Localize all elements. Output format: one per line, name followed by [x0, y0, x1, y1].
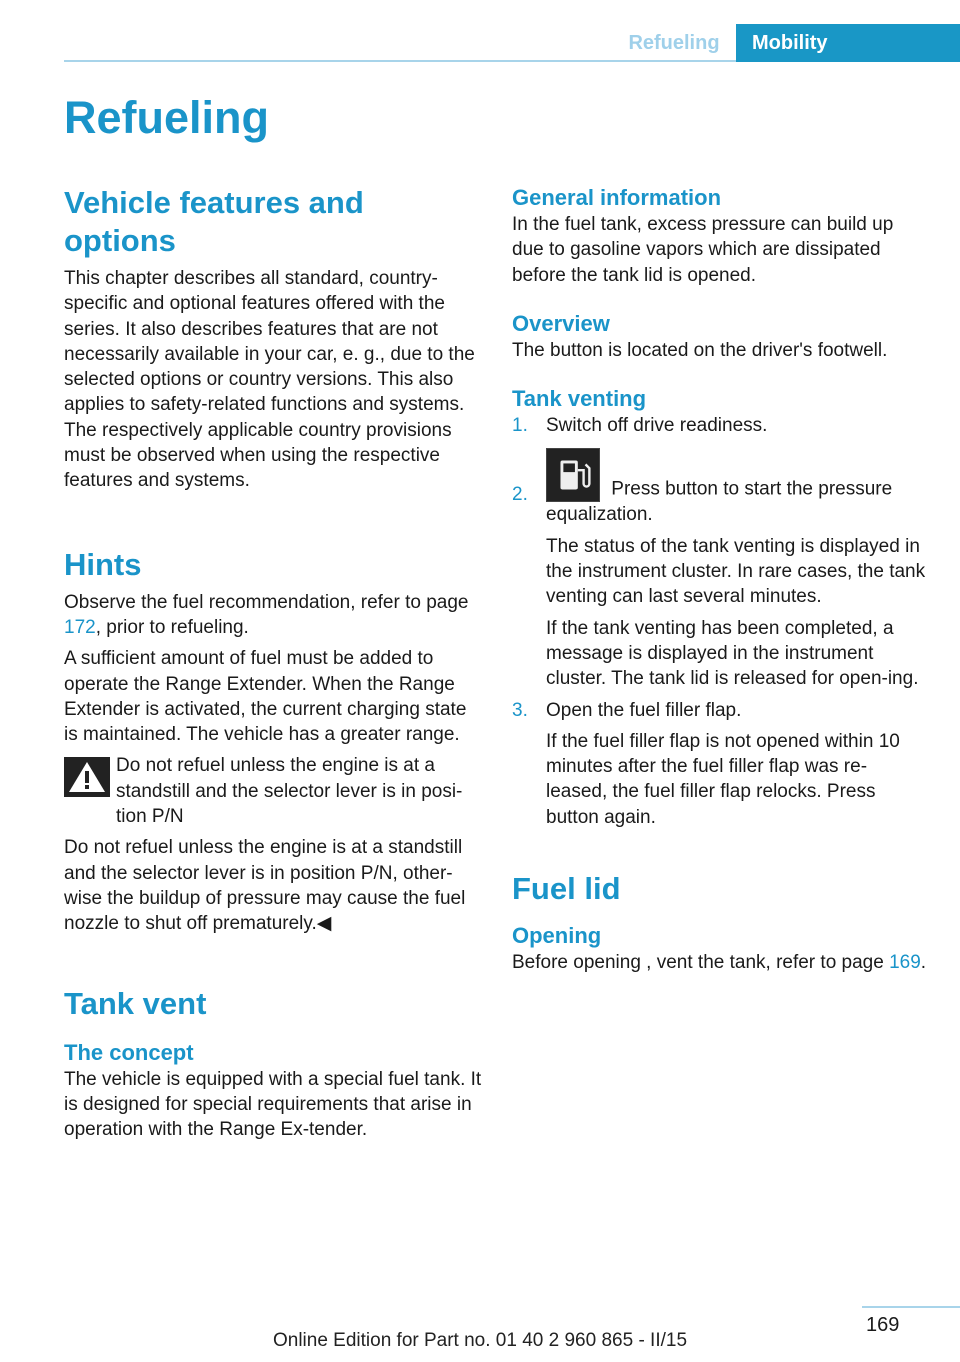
page-link-169[interactable]: 169 [889, 952, 921, 974]
step-2: 2. Press button to start the pressure equalization. The status of the tank venting is displayed in the instrument cluster. In rare cases, the tank venting can last several minutes. If the tank venting has been completed, a message is displayed in the instrument cluster. The tank lid is released for open‐ing. [512, 448, 927, 691]
tank-venting-steps [512, 413, 927, 830]
tank-venting-heading: Tank venting [512, 386, 647, 412]
warning-text: Do not refuel unless the engine is at a standstill and the selector lever is in position P/N, other‐wise the buildup of pressure may cause the fuel nozzle to shut off prematurely.◀ [64, 837, 466, 935]
hints-paragraph-2: A sufficient amount of fuel must be added to operate the Range Extender. When the Range Extender is activated, the current charging state is maintained. The vehicle has a greater range. [64, 648, 467, 746]
opening-text: Before opening , vent the tank, refer to page 169. [512, 952, 927, 974]
general-info-heading: General information [512, 185, 722, 210]
opening-heading: Opening [512, 923, 602, 949]
vehicle-features-text: This chapter describes all standard, country-specific and optional features offered with the series. It also describes features that are not necessarily available in your car, e. g., due to the selected options or country versions. This also applies to safety-related functions and systems. The respectively applicable country provisions must be observed when using the respective features and systems. [64, 268, 475, 492]
fuel-lid-heading: Fuel lid [512, 871, 621, 907]
warning-title: Do not refuel unless the engine is at a standstill and the selector lever is in posi‐tion P/N [116, 755, 463, 828]
concept-text: The vehicle is equipped with a special fuel tank. It is designed for special requirements that arise in operation with the Range Ex‐tender. [64, 1068, 482, 1141]
page-title: Refueling [64, 92, 270, 143]
step-3-note: If the fuel filler flap is not opened within 10 minutes after the fuel filler flap was re‐leased, the fuel filler flap relocks. Press button again. [546, 730, 900, 828]
overview-text: The button is located on the driver's footwell. [512, 339, 888, 361]
edition-footer: Online Edition for Part no. 01 40 2 960 865 - II/15 [272, 1330, 688, 1351]
concept-heading: The concept [64, 1039, 194, 1065]
step-3: 3. Open the fuel filler flap. If the fuel filler flap is not opened within 10 minutes after the fuel filler flap was re‐leased, the fuel filler flap relocks. Press button again. [512, 698, 927, 830]
general-info-text: In the fuel tank, excess pressure can build up due to gasoline vapors which are dissipated before the tank lid is opened. [512, 214, 894, 286]
step-1: 1. Switch off drive readiness. [512, 415, 768, 437]
hints-paragraph-1: Observe the fuel recommendation, refer to page 172, prior to refueling. [64, 591, 469, 638]
hints-heading: Hints [64, 546, 142, 582]
tab-refueling[interactable]: Refueling [628, 32, 720, 54]
vehicle-features-heading: Vehicle features and options [64, 185, 364, 258]
step-2-note-2: If the tank venting has been completed, a message is displayed in the instrument cluster. The tank lid is released for open‐ing. [546, 617, 919, 690]
page-number: 169 [862, 1306, 960, 1337]
right-column [512, 184, 927, 975]
tab-mobility[interactable]: Mobility [736, 24, 960, 62]
overview-heading: Overview [512, 310, 610, 336]
fuel-pump-icon [546, 448, 600, 502]
left-column [64, 184, 482, 1142]
warning-block [64, 753, 482, 936]
tank-vent-heading: Tank vent [64, 985, 207, 1021]
warning-icon [64, 757, 110, 797]
page-link-172[interactable]: 172 [64, 616, 96, 638]
step-2-note-1: The status of the tank venting is displayed in the instrument cluster. In rare cases, the tank venting can last several minutes. [546, 535, 926, 608]
